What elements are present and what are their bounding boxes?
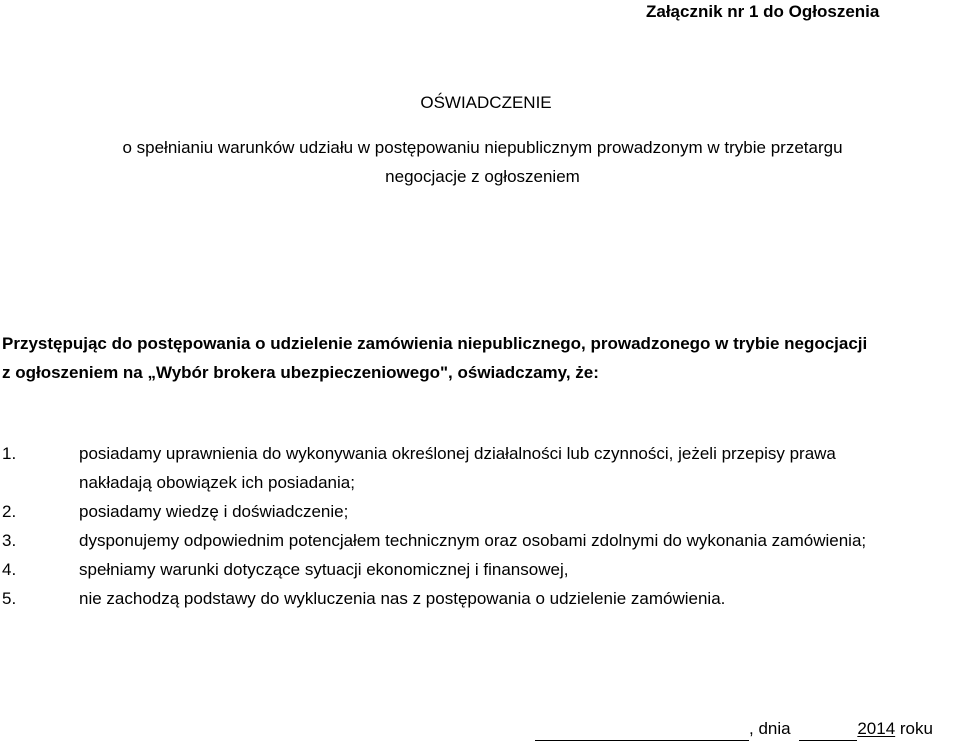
item-text-line-1: posiadamy uprawnienia do wykonywania określonej działalności lub czynności, jeżeli przepisy prawa [79, 444, 836, 463]
item-text: nie zachodzą podstawy do wykluczenia nas z postępowania o udzielenie zamówienia. [79, 589, 726, 608]
year-suffix: roku [899, 719, 933, 738]
declaration-item-5 [2, 584, 960, 613]
item-text-line-2: nakładają obowiązek ich posiadania; [79, 473, 355, 492]
item-text: posiadamy wiedzę i doświadczenie; [79, 502, 349, 521]
intro-paragraph [2, 329, 958, 387]
intro-line-1: Przystępując do postępowania o udzielenie zamówienia niepublicznego, prowadzonego w trybie negocjacji [2, 334, 868, 353]
declaration-item-3 [2, 526, 960, 555]
date-prefix: , dnia [749, 719, 791, 738]
declaration-item-4 [2, 555, 960, 584]
item-number: 1. [2, 444, 17, 463]
document-title: OŚWIADCZENIE [420, 93, 552, 112]
declaration-list [2, 439, 960, 613]
item-number: 4. [2, 560, 17, 579]
place-blank-field [535, 721, 749, 741]
item-number: 2. [2, 502, 17, 521]
day-blank-field [799, 721, 857, 741]
subtitle-line-2: negocjacje z ogłoszeniem [385, 167, 580, 186]
declaration-item-1 [2, 439, 960, 497]
intro-line-2: z ogłoszeniem na „Wybór brokera ubezpieczeniowego", oświadczamy, że: [2, 363, 599, 382]
item-text: dysponujemy odpowiednim potencjałem technicznym oraz osobami zdolnymi do wykonania zamówienia; [79, 531, 867, 550]
item-number: 5. [2, 589, 17, 608]
item-text: spełniamy warunki dotyczące sytuacji ekonomicznej i finansowej, [79, 560, 569, 579]
year-value: 2014 [857, 719, 896, 738]
document-title-block [0, 92, 960, 114]
annex-label: Załącznik nr 1 do Ogłoszenia [646, 2, 880, 21]
declaration-item-2 [2, 497, 960, 526]
place-date-line [535, 717, 933, 741]
document-subtitle [60, 133, 905, 191]
subtitle-line-1: o spełnianiu warunków udziału w postępowaniu niepublicznym prowadzonym w trybie przetargu [122, 138, 843, 157]
item-number: 3. [2, 531, 17, 550]
